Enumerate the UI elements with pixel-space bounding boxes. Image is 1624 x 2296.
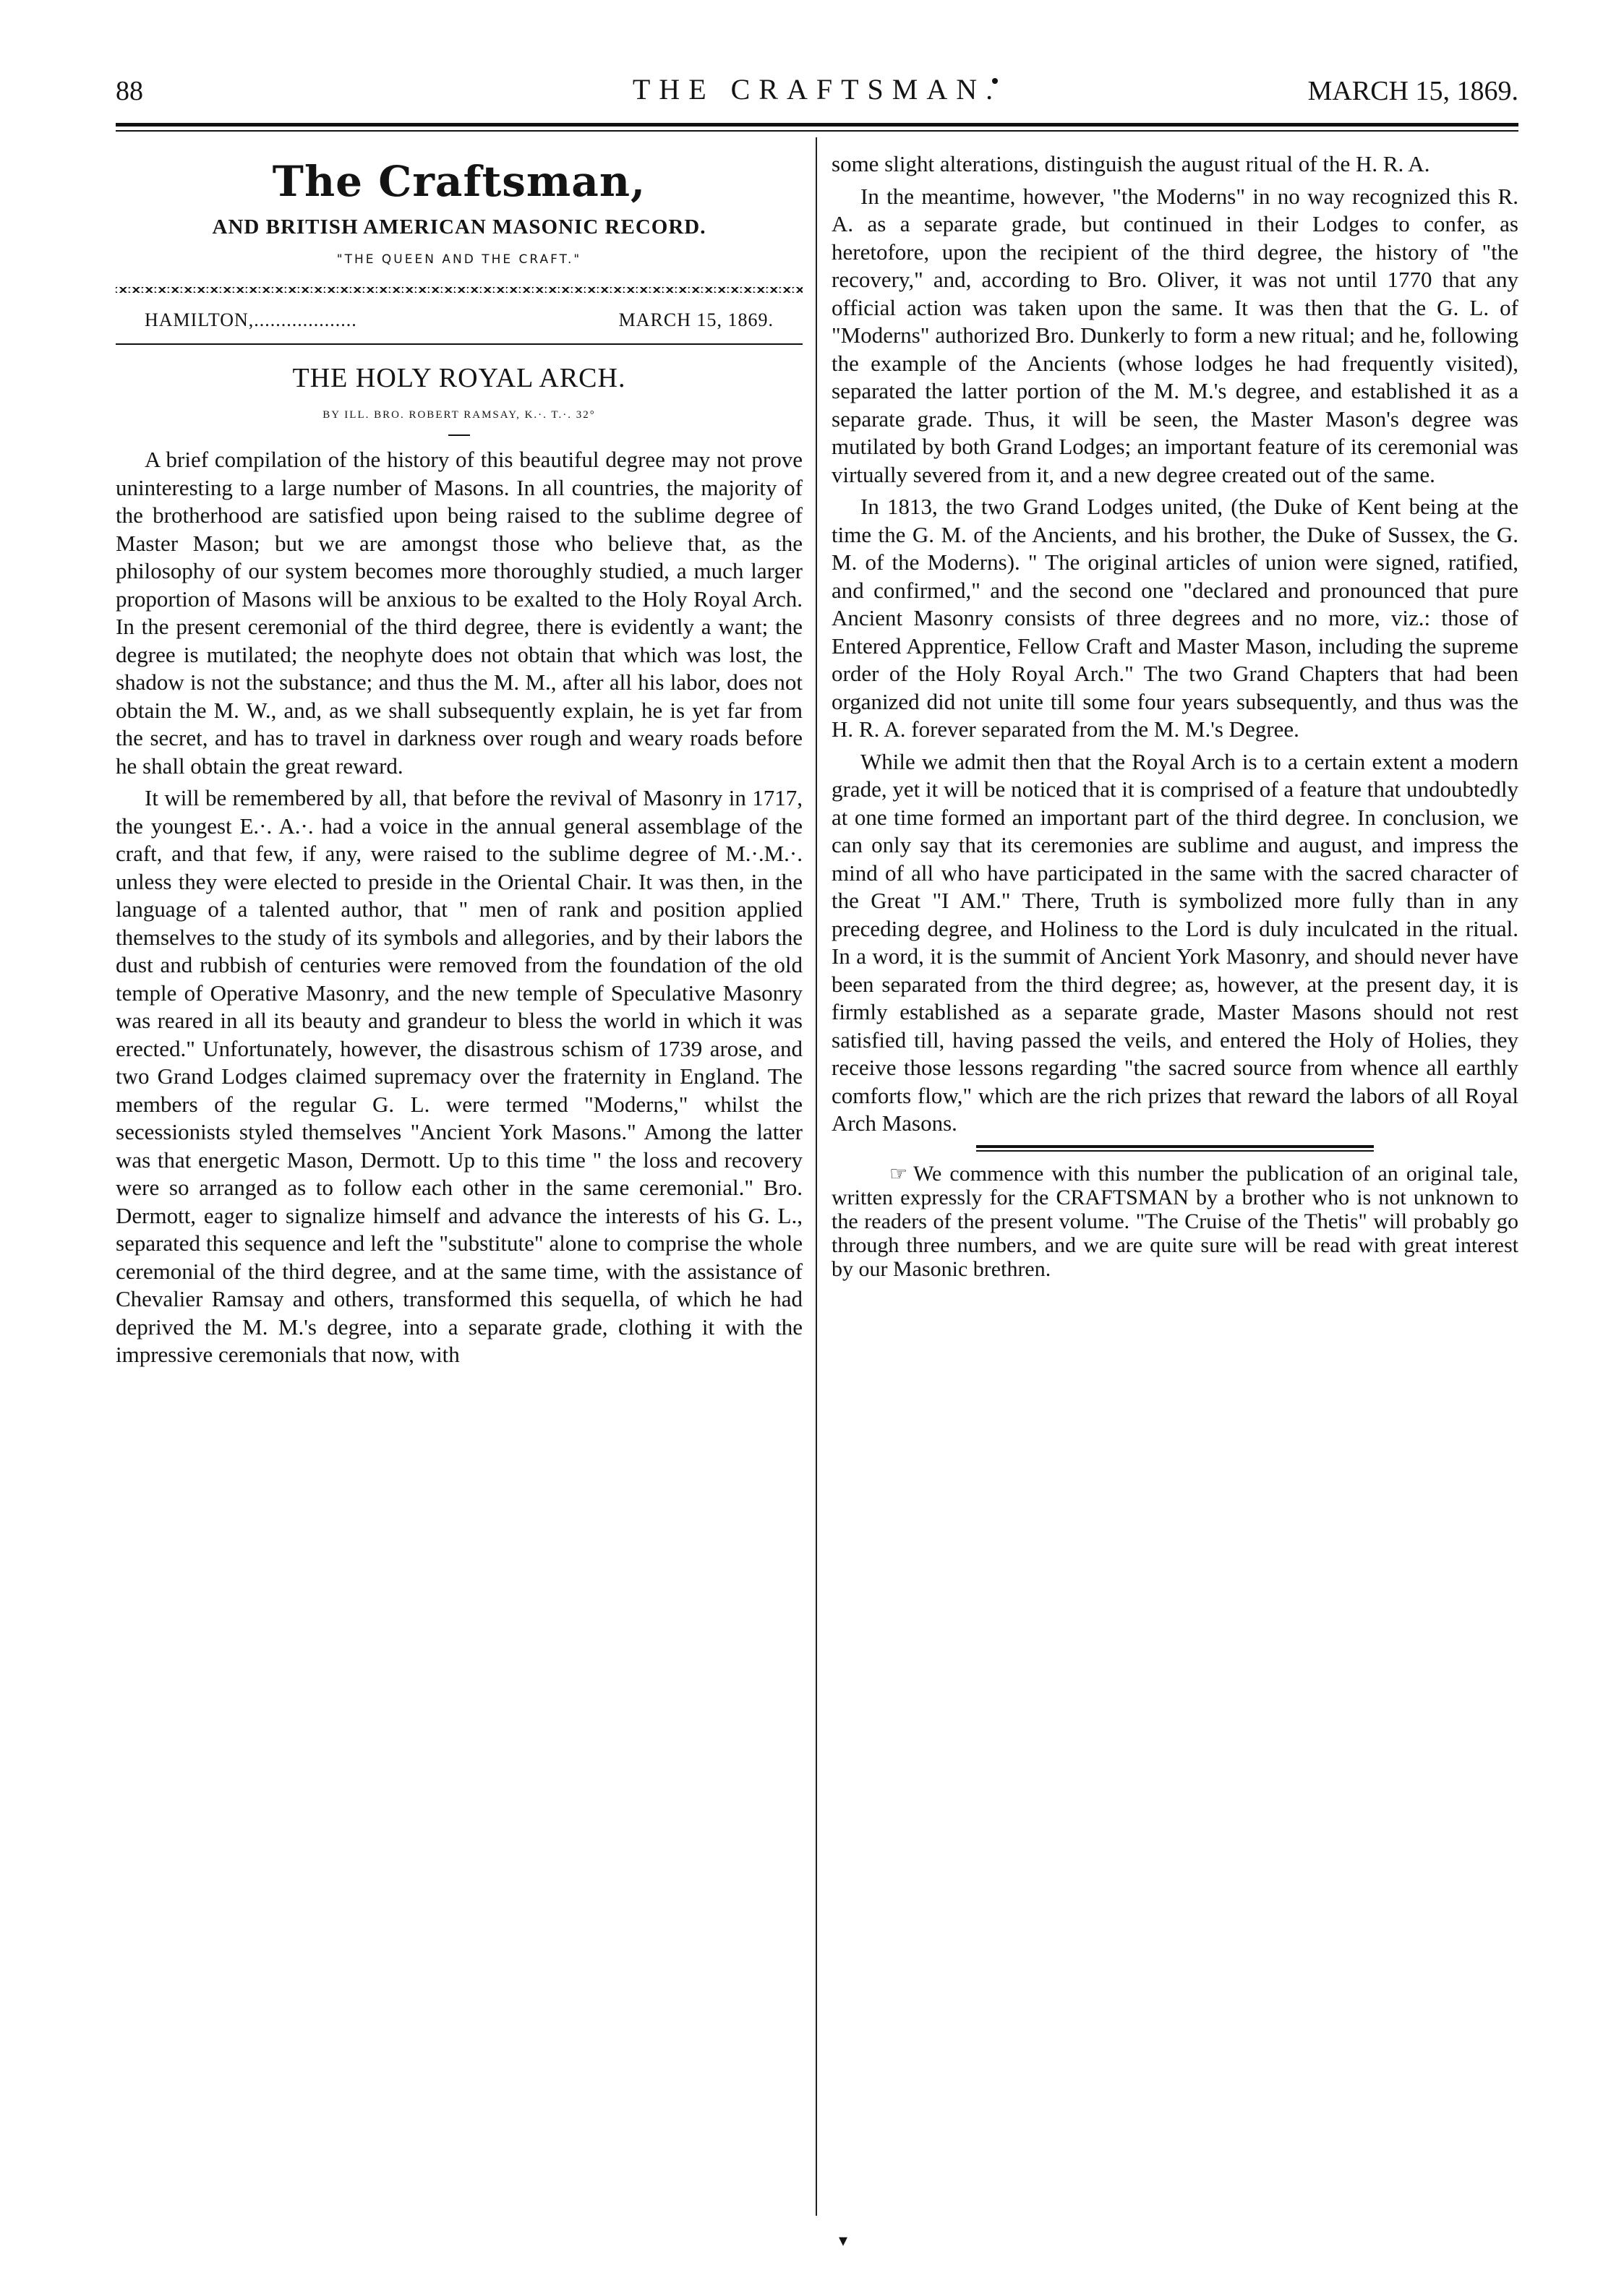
right-column — [832, 150, 1518, 1285]
notice-paragraph — [832, 1162, 1518, 1281]
masthead-motto: "THE QUEEN AND THE CRAFT." — [336, 252, 582, 267]
ornamental-rule — [116, 287, 803, 299]
notice-text: We commence with this number the publication of an original tale, written expressly for the CRAFTSMAN by a brother who is not unknown to the readers of the present volume. "The Cruise of the Thetis" will probably go through three numbers, and we are quite sure will be read with great interest by our Masonic brethren. — [832, 1161, 1518, 1281]
byline-dash — [448, 434, 470, 436]
ink-speck-bottom: ▾ — [839, 2230, 848, 2250]
notice-rule — [976, 1145, 1374, 1152]
article-byline: BY ILL. BRO. ROBERT RAMSAY, K.·. T.·. 32° — [322, 408, 596, 421]
running-head — [116, 72, 1518, 110]
left-column — [116, 150, 803, 1374]
article-paragraph: In 1813, the two Grand Lodges united, (the Duke of Kent being at the time the G. M. of the Ancients, and his brother, the Duke of Sussex, the G. M. of the Moderns). " The original articles of union were signed, ratified, and confirmed," and the second one "declared and pronounced that pure Ancient Masonry consists of three degrees and no more, viz.: those of Entered Apprentice, Fellow Craft and Master Mason, including the supreme order of the Holy Royal Arch." The two Grand Chapters that had been organized did not unite till some four years subsequently, and thus was the H. R. A. forever separated from the M. M.'s Degree. — [832, 494, 1518, 742]
pointing-hand-icon: ☞ — [889, 1161, 908, 1186]
article-paragraph: It will be remembered by all, that before the revival of Masonry in 1717, the youngest E.·. A.·. had a voice in the annual general assemblage of the craft, and that few, if any, were raised to the sublime degree of M.·.M.·. unless they were elected to preside in the Oriental Chair. It was then, in the language of a talented author, that " men of rank and position applied themselves to the study of its symbols and allegories, and by their labors the dust and rubbish of centuries were removed from the foundation of the old temple of Operative Masonry, and the new temple of Speculative Masonry was reared in all its beauty and grandeur to bless the world in which it was erected." Unfortunately, however, the disastrous schism of 1739 arose, and two Grand Lodges claimed supremacy over the fraternity in England. The members of the regular G. L. were termed "Moderns," whilst the secessionists styled themselves "Ancient York Masons." Among the latter was that energetic Mason, Dermott. Up to this time " the loss and recovery were so arranged as to follow each other in the same ceremonial." Bro. Dermott, eager to signalize himself and advance the interests of his G. L., separated this sequence and left the "substitute" alone to comprise the whole ceremonial of the third degree, and at the same time, with the assistance of Chevalier Ramsay and others, transformed this sequella, of which he had deprived the M. M.'s degree, into a separate grade, clothing it with the impressive ceremonials that now, with — [116, 785, 803, 1367]
masthead-title: The Craftsman, — [272, 157, 646, 206]
article-paragraph: While we admit then that the Royal Arch is to a certain extent a modern grade, yet it will be noticed that it is comprised of a feature that undoubtedly at one time formed an important part of the third degree. In conclusion, we can only say that its ceremonies are sublime and august, and impress the mind of all who have participated in the same with the sacred character of the Great "I AM." There, Truth is symbolized more fully than in any preceding degree, and Holiness to the Lord is duly inculcated in the ritual. In a word, it is the summit of Ancient York Masonry, and should never have been separated from the third degree; as, however, at the present day, it is firmly established as a separate grade, Master Masons should not rest satisfied till, having passed the veils, and entered the Holy of Holies, they receive those lessons regarding "the sacred source from whence all earthly comforts flow," which are the rich prizes that reward the labors of all Royal Arch Masons. — [832, 748, 1518, 1136]
column-divider — [816, 137, 817, 2216]
issue-date: MARCH 15, 1869. — [1307, 76, 1518, 106]
section-rule — [116, 343, 803, 345]
dateline-place: HAMILTON,................... — [145, 309, 357, 330]
header-rule-thin — [116, 130, 1518, 132]
dateline — [145, 306, 774, 335]
newspaper-page — [116, 72, 1518, 2250]
article-paragraph: some slight alterations, distinguish the august ritual of the H. R. A. — [832, 151, 1430, 176]
header-rule-thick — [116, 123, 1518, 127]
article-paragraph: A brief compilation of the history of this beautiful degree may not prove uninteresting to a large number of Masons. In all countries, the majority of the brotherhood are satisfied upon being raised to the sublime degree of Master Mason; but we are amongst those who believe that, as the philosophy of our system becomes more thoroughly studied, a much larger proportion of Masons will be anxious to be exalted to the Holy Royal Arch. In the present ceremonial of the third degree, there is evidently a want; the degree is mutilated; the neophyte does not obtain that which was lost, the shadow is not the substance; and thus the M. M., after all his labor, does not obtain the M. W., and, as we shall subsequently explain, he is yet far from the secret, and has to travel in darkness over rough and weary roads before he shall obtain the great reward. — [116, 447, 803, 779]
masthead-subtitle: AND BRITISH AMERICAN MASONIC RECORD. — [212, 215, 706, 239]
running-masthead: THE CRAFTSMAN. — [632, 73, 1002, 106]
article-paragraph: In the meantime, however, "the Moderns" in no way recognized this R. A. as a separate grade, but continued in their Lodges to confer, as heretofore, upon the recipient of the third degree, the history of "the recovery," and, according to Bro. Oliver, it was not until 1770 that any official action was taken upon the same. It was then that the G. L. of "Moderns" authorized Bro. Dunkerly to form a new ritual; and he, following the example of the Ancients (whose lodges he had frequently visited), separated the latter portion of the M. M.'s degree, and established it as a separate grade. Thus, it will be seen, the Master Mason's degree was mutilated by both Grand Lodges; an important feature of its ceremonial was virtually severed from it, and a new degree created out of the same. — [832, 183, 1518, 487]
article-title: THE HOLY ROYAL ARCH. — [292, 362, 626, 393]
dateline-date: MARCH 15, 1869. — [618, 309, 774, 330]
page-number: 88 — [116, 76, 143, 106]
